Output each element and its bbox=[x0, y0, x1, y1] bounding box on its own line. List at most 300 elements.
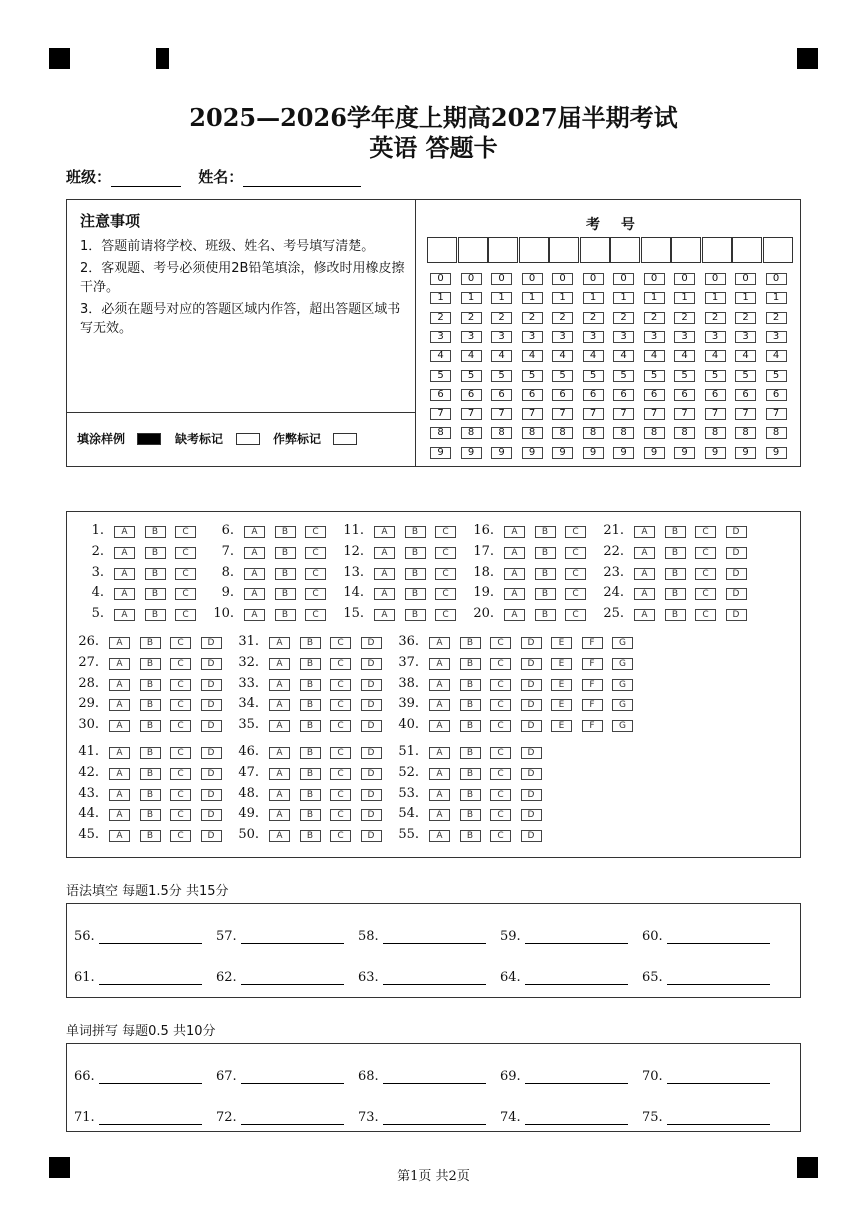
answer-option-bubble[interactable]: B bbox=[460, 768, 481, 780]
answer-option-bubble[interactable]: D bbox=[726, 588, 747, 600]
answer-option-bubble[interactable]: C bbox=[490, 809, 511, 821]
exam-digit-bubble[interactable]: 2 bbox=[522, 312, 543, 324]
answer-option-bubble[interactable]: E bbox=[551, 637, 572, 649]
exam-digit-bubble[interactable]: 2 bbox=[674, 312, 695, 324]
answer-option-bubble[interactable]: A bbox=[634, 547, 655, 559]
exam-digit-bubble[interactable]: 9 bbox=[430, 447, 451, 459]
answer-option-bubble[interactable]: B bbox=[665, 568, 686, 580]
answer-option-bubble[interactable]: A bbox=[429, 679, 450, 691]
exam-digit-bubble[interactable]: 5 bbox=[461, 370, 482, 382]
exam-digit-bubble[interactable]: 6 bbox=[522, 389, 543, 401]
answer-line[interactable] bbox=[383, 1112, 486, 1125]
answer-option-bubble[interactable]: C bbox=[330, 789, 351, 801]
answer-line[interactable] bbox=[667, 1071, 770, 1084]
answer-option-bubble[interactable]: D bbox=[201, 830, 222, 842]
answer-option-bubble[interactable]: A bbox=[429, 768, 450, 780]
answer-option-bubble[interactable]: B bbox=[140, 768, 161, 780]
exam-number-cell[interactable] bbox=[580, 237, 610, 263]
answer-option-bubble[interactable]: D bbox=[521, 699, 542, 711]
exam-digit-bubble[interactable]: 8 bbox=[613, 427, 634, 439]
answer-option-bubble[interactable]: C bbox=[695, 526, 716, 538]
answer-option-bubble[interactable]: A bbox=[429, 720, 450, 732]
blank-answer[interactable] bbox=[216, 929, 344, 944]
answer-option-bubble[interactable]: A bbox=[634, 568, 655, 580]
answer-option-bubble[interactable]: A bbox=[244, 609, 265, 621]
answer-option-bubble[interactable]: C bbox=[330, 679, 351, 691]
answer-option-bubble[interactable]: A bbox=[114, 568, 135, 580]
answer-option-bubble[interactable]: B bbox=[145, 588, 166, 600]
answer-option-bubble[interactable]: D bbox=[201, 768, 222, 780]
exam-digit-bubble[interactable]: 5 bbox=[705, 370, 726, 382]
exam-digit-bubble[interactable]: 5 bbox=[583, 370, 604, 382]
exam-digit-bubble[interactable]: 4 bbox=[430, 350, 451, 362]
exam-digit-bubble[interactable]: 8 bbox=[430, 427, 451, 439]
answer-option-bubble[interactable]: B bbox=[275, 526, 296, 538]
answer-option-bubble[interactable]: B bbox=[405, 609, 426, 621]
exam-digit-bubble[interactable]: 1 bbox=[644, 292, 665, 304]
answer-option-bubble[interactable]: C bbox=[490, 747, 511, 759]
answer-option-bubble[interactable]: A bbox=[504, 526, 525, 538]
answer-option-bubble[interactable]: C bbox=[175, 588, 196, 600]
exam-number-cell[interactable] bbox=[519, 237, 549, 263]
answer-option-bubble[interactable]: A bbox=[269, 747, 290, 759]
answer-option-bubble[interactable]: B bbox=[460, 747, 481, 759]
answer-option-bubble[interactable]: C bbox=[490, 720, 511, 732]
exam-digit-bubble[interactable]: 3 bbox=[766, 331, 787, 343]
exam-digit-bubble[interactable]: 8 bbox=[552, 427, 573, 439]
answer-option-bubble[interactable]: A bbox=[109, 720, 130, 732]
exam-digit-bubble[interactable]: 1 bbox=[461, 292, 482, 304]
answer-option-bubble[interactable]: D bbox=[726, 568, 747, 580]
answer-option-bubble[interactable]: D bbox=[361, 720, 382, 732]
blank-answer[interactable] bbox=[74, 1110, 202, 1125]
exam-digit-bubble[interactable]: 2 bbox=[766, 312, 787, 324]
answer-option-bubble[interactable]: B bbox=[535, 609, 556, 621]
answer-line[interactable] bbox=[525, 1071, 628, 1084]
exam-digit-bubble[interactable]: 4 bbox=[522, 350, 543, 362]
answer-option-bubble[interactable]: D bbox=[361, 699, 382, 711]
answer-option-bubble[interactable]: D bbox=[201, 809, 222, 821]
answer-line[interactable] bbox=[99, 1112, 202, 1125]
answer-option-bubble[interactable]: D bbox=[361, 658, 382, 670]
answer-option-bubble[interactable]: A bbox=[504, 568, 525, 580]
exam-digit-bubble[interactable]: 7 bbox=[766, 408, 787, 420]
exam-number-cell[interactable] bbox=[702, 237, 732, 263]
answer-option-bubble[interactable]: C bbox=[565, 588, 586, 600]
answer-line[interactable] bbox=[667, 931, 770, 944]
exam-digit-bubble[interactable]: 2 bbox=[552, 312, 573, 324]
answer-option-bubble[interactable]: D bbox=[201, 637, 222, 649]
blank-answer[interactable] bbox=[74, 929, 202, 944]
answer-option-bubble[interactable]: B bbox=[460, 658, 481, 670]
exam-digit-bubble[interactable]: 8 bbox=[461, 427, 482, 439]
answer-option-bubble[interactable]: D bbox=[361, 747, 382, 759]
answer-option-bubble[interactable]: B bbox=[275, 609, 296, 621]
exam-digit-bubble[interactable]: 0 bbox=[583, 273, 604, 285]
answer-option-bubble[interactable]: D bbox=[521, 809, 542, 821]
answer-option-bubble[interactable]: C bbox=[305, 588, 326, 600]
answer-option-bubble[interactable]: B bbox=[460, 679, 481, 691]
answer-option-bubble[interactable]: B bbox=[275, 568, 296, 580]
exam-digit-bubble[interactable]: 7 bbox=[613, 408, 634, 420]
answer-option-bubble[interactable]: A bbox=[244, 568, 265, 580]
exam-digit-bubble[interactable]: 3 bbox=[583, 331, 604, 343]
exam-digit-bubble[interactable]: 6 bbox=[461, 389, 482, 401]
exam-digit-bubble[interactable]: 3 bbox=[674, 331, 695, 343]
exam-digit-bubble[interactable]: 8 bbox=[522, 427, 543, 439]
answer-option-bubble[interactable]: B bbox=[300, 720, 321, 732]
exam-digit-bubble[interactable]: 8 bbox=[491, 427, 512, 439]
answer-option-bubble[interactable]: C bbox=[490, 830, 511, 842]
exam-digit-bubble[interactable]: 1 bbox=[491, 292, 512, 304]
answer-option-bubble[interactable]: A bbox=[429, 637, 450, 649]
answer-option-bubble[interactable]: A bbox=[429, 658, 450, 670]
answer-option-bubble[interactable]: B bbox=[300, 768, 321, 780]
answer-option-bubble[interactable]: B bbox=[145, 547, 166, 559]
answer-option-bubble[interactable]: G bbox=[612, 699, 633, 711]
exam-digit-bubble[interactable]: 9 bbox=[766, 447, 787, 459]
exam-digit-bubble[interactable]: 4 bbox=[644, 350, 665, 362]
answer-option-bubble[interactable]: B bbox=[300, 789, 321, 801]
answer-line[interactable] bbox=[241, 1071, 344, 1084]
blank-answer[interactable] bbox=[642, 1110, 770, 1125]
answer-option-bubble[interactable]: C bbox=[330, 699, 351, 711]
exam-number-cell[interactable] bbox=[427, 237, 457, 263]
answer-option-bubble[interactable]: D bbox=[726, 609, 747, 621]
exam-digit-bubble[interactable]: 9 bbox=[674, 447, 695, 459]
exam-digit-bubble[interactable]: 7 bbox=[674, 408, 695, 420]
exam-digit-bubble[interactable]: 6 bbox=[705, 389, 726, 401]
answer-option-bubble[interactable]: C bbox=[170, 679, 191, 691]
absent-mark-box[interactable] bbox=[236, 433, 260, 445]
exam-digit-bubble[interactable]: 9 bbox=[613, 447, 634, 459]
answer-option-bubble[interactable]: F bbox=[582, 658, 603, 670]
answer-option-bubble[interactable]: C bbox=[175, 568, 196, 580]
answer-option-bubble[interactable]: A bbox=[269, 809, 290, 821]
exam-digit-bubble[interactable]: 0 bbox=[613, 273, 634, 285]
answer-option-bubble[interactable]: A bbox=[269, 699, 290, 711]
answer-option-bubble[interactable]: B bbox=[535, 547, 556, 559]
answer-option-bubble[interactable]: B bbox=[145, 526, 166, 538]
answer-option-bubble[interactable]: A bbox=[429, 699, 450, 711]
exam-number-cell[interactable] bbox=[549, 237, 579, 263]
answer-option-bubble[interactable]: C bbox=[490, 679, 511, 691]
answer-option-bubble[interactable]: B bbox=[145, 568, 166, 580]
exam-digit-bubble[interactable]: 0 bbox=[644, 273, 665, 285]
answer-line[interactable] bbox=[667, 1112, 770, 1125]
exam-digit-bubble[interactable]: 5 bbox=[766, 370, 787, 382]
answer-option-bubble[interactable]: F bbox=[582, 679, 603, 691]
answer-option-bubble[interactable]: D bbox=[361, 637, 382, 649]
answer-option-bubble[interactable]: A bbox=[244, 588, 265, 600]
answer-option-bubble[interactable]: G bbox=[612, 679, 633, 691]
blank-answer[interactable] bbox=[358, 970, 486, 985]
exam-digit-bubble[interactable]: 6 bbox=[552, 389, 573, 401]
answer-option-bubble[interactable]: D bbox=[361, 809, 382, 821]
exam-digit-bubble[interactable]: 7 bbox=[552, 408, 573, 420]
answer-option-bubble[interactable]: A bbox=[109, 679, 130, 691]
answer-option-bubble[interactable]: C bbox=[565, 526, 586, 538]
answer-option-bubble[interactable]: A bbox=[634, 526, 655, 538]
answer-option-bubble[interactable]: E bbox=[551, 720, 572, 732]
blank-answer[interactable] bbox=[216, 1110, 344, 1125]
exam-digit-bubble[interactable]: 1 bbox=[552, 292, 573, 304]
answer-option-bubble[interactable]: C bbox=[170, 658, 191, 670]
answer-option-bubble[interactable]: C bbox=[435, 588, 456, 600]
exam-digit-bubble[interactable]: 0 bbox=[705, 273, 726, 285]
exam-digit-bubble[interactable]: 2 bbox=[644, 312, 665, 324]
answer-option-bubble[interactable]: D bbox=[521, 768, 542, 780]
blank-answer[interactable] bbox=[500, 929, 628, 944]
answer-option-bubble[interactable]: C bbox=[490, 789, 511, 801]
answer-option-bubble[interactable]: A bbox=[504, 547, 525, 559]
answer-option-bubble[interactable]: C bbox=[175, 526, 196, 538]
exam-digit-bubble[interactable]: 3 bbox=[613, 331, 634, 343]
answer-option-bubble[interactable]: E bbox=[551, 679, 572, 691]
answer-option-bubble[interactable]: A bbox=[244, 547, 265, 559]
answer-option-bubble[interactable]: B bbox=[300, 747, 321, 759]
answer-option-bubble[interactable]: D bbox=[361, 830, 382, 842]
answer-option-bubble[interactable]: D bbox=[201, 699, 222, 711]
answer-option-bubble[interactable]: A bbox=[374, 588, 395, 600]
exam-digit-bubble[interactable]: 0 bbox=[461, 273, 482, 285]
exam-digit-bubble[interactable]: 6 bbox=[766, 389, 787, 401]
answer-option-bubble[interactable]: A bbox=[374, 526, 395, 538]
answer-option-bubble[interactable]: C bbox=[305, 526, 326, 538]
answer-option-bubble[interactable]: C bbox=[565, 609, 586, 621]
exam-digit-bubble[interactable]: 2 bbox=[461, 312, 482, 324]
answer-option-bubble[interactable]: B bbox=[300, 830, 321, 842]
exam-digit-bubble[interactable]: 4 bbox=[491, 350, 512, 362]
exam-digit-bubble[interactable]: 3 bbox=[735, 331, 756, 343]
answer-option-bubble[interactable]: B bbox=[460, 789, 481, 801]
answer-option-bubble[interactable]: B bbox=[140, 809, 161, 821]
answer-line[interactable] bbox=[241, 972, 344, 985]
answer-option-bubble[interactable]: C bbox=[695, 547, 716, 559]
exam-digit-bubble[interactable]: 7 bbox=[461, 408, 482, 420]
answer-option-bubble[interactable]: A bbox=[374, 547, 395, 559]
answer-option-bubble[interactable]: A bbox=[109, 830, 130, 842]
exam-digit-bubble[interactable]: 8 bbox=[735, 427, 756, 439]
answer-option-bubble[interactable]: C bbox=[435, 568, 456, 580]
exam-digit-bubble[interactable]: 1 bbox=[613, 292, 634, 304]
exam-digit-bubble[interactable]: 0 bbox=[430, 273, 451, 285]
answer-option-bubble[interactable]: A bbox=[114, 609, 135, 621]
exam-digit-bubble[interactable]: 3 bbox=[522, 331, 543, 343]
answer-option-bubble[interactable]: A bbox=[109, 699, 130, 711]
answer-option-bubble[interactable]: B bbox=[460, 720, 481, 732]
exam-digit-bubble[interactable]: 1 bbox=[583, 292, 604, 304]
answer-line[interactable] bbox=[383, 972, 486, 985]
answer-option-bubble[interactable]: D bbox=[521, 658, 542, 670]
answer-option-bubble[interactable]: B bbox=[405, 547, 426, 559]
answer-option-bubble[interactable]: C bbox=[330, 830, 351, 842]
answer-option-bubble[interactable]: A bbox=[634, 588, 655, 600]
answer-option-bubble[interactable]: B bbox=[665, 588, 686, 600]
answer-option-bubble[interactable]: A bbox=[429, 789, 450, 801]
answer-option-bubble[interactable]: B bbox=[140, 747, 161, 759]
answer-option-bubble[interactable]: C bbox=[330, 720, 351, 732]
answer-option-bubble[interactable]: B bbox=[275, 588, 296, 600]
exam-digit-bubble[interactable]: 6 bbox=[613, 389, 634, 401]
exam-digit-bubble[interactable]: 6 bbox=[583, 389, 604, 401]
exam-digit-bubble[interactable]: 9 bbox=[461, 447, 482, 459]
answer-option-bubble[interactable]: B bbox=[275, 547, 296, 559]
answer-option-bubble[interactable]: B bbox=[300, 658, 321, 670]
answer-option-bubble[interactable]: A bbox=[374, 568, 395, 580]
answer-option-bubble[interactable]: B bbox=[460, 699, 481, 711]
exam-digit-bubble[interactable]: 0 bbox=[674, 273, 695, 285]
exam-number-cell[interactable] bbox=[488, 237, 518, 263]
name-field[interactable] bbox=[243, 172, 361, 187]
exam-digit-bubble[interactable]: 0 bbox=[766, 273, 787, 285]
exam-digit-bubble[interactable]: 0 bbox=[735, 273, 756, 285]
answer-option-bubble[interactable]: C bbox=[695, 568, 716, 580]
blank-answer[interactable] bbox=[500, 1110, 628, 1125]
exam-digit-bubble[interactable]: 4 bbox=[705, 350, 726, 362]
exam-digit-bubble[interactable]: 0 bbox=[552, 273, 573, 285]
exam-digit-bubble[interactable]: 3 bbox=[430, 331, 451, 343]
answer-option-bubble[interactable]: A bbox=[109, 789, 130, 801]
exam-digit-bubble[interactable]: 4 bbox=[552, 350, 573, 362]
answer-option-bubble[interactable]: C bbox=[435, 526, 456, 538]
answer-option-bubble[interactable]: B bbox=[145, 609, 166, 621]
exam-digit-bubble[interactable]: 8 bbox=[705, 427, 726, 439]
exam-digit-bubble[interactable]: 7 bbox=[522, 408, 543, 420]
exam-digit-bubble[interactable]: 6 bbox=[430, 389, 451, 401]
answer-option-bubble[interactable]: C bbox=[305, 547, 326, 559]
answer-option-bubble[interactable]: C bbox=[435, 547, 456, 559]
exam-digit-bubble[interactable]: 6 bbox=[644, 389, 665, 401]
exam-digit-bubble[interactable]: 9 bbox=[583, 447, 604, 459]
blank-answer[interactable] bbox=[642, 929, 770, 944]
exam-digit-bubble[interactable]: 8 bbox=[644, 427, 665, 439]
exam-digit-bubble[interactable]: 3 bbox=[644, 331, 665, 343]
answer-option-bubble[interactable]: C bbox=[170, 699, 191, 711]
exam-digit-bubble[interactable]: 2 bbox=[430, 312, 451, 324]
answer-option-bubble[interactable]: A bbox=[109, 658, 130, 670]
answer-line[interactable] bbox=[99, 1071, 202, 1084]
answer-option-bubble[interactable]: B bbox=[665, 609, 686, 621]
answer-line[interactable] bbox=[383, 931, 486, 944]
answer-option-bubble[interactable]: C bbox=[695, 588, 716, 600]
answer-option-bubble[interactable]: D bbox=[521, 830, 542, 842]
answer-option-bubble[interactable]: C bbox=[330, 637, 351, 649]
answer-option-bubble[interactable]: F bbox=[582, 637, 603, 649]
exam-digit-bubble[interactable]: 2 bbox=[491, 312, 512, 324]
answer-option-bubble[interactable]: B bbox=[535, 526, 556, 538]
answer-option-bubble[interactable]: A bbox=[114, 588, 135, 600]
answer-option-bubble[interactable]: A bbox=[109, 809, 130, 821]
answer-line[interactable] bbox=[241, 931, 344, 944]
answer-option-bubble[interactable]: D bbox=[521, 679, 542, 691]
answer-line[interactable] bbox=[525, 972, 628, 985]
answer-option-bubble[interactable]: C bbox=[170, 637, 191, 649]
exam-number-cell[interactable] bbox=[458, 237, 488, 263]
exam-digit-bubble[interactable]: 1 bbox=[522, 292, 543, 304]
answer-option-bubble[interactable]: B bbox=[535, 588, 556, 600]
exam-digit-bubble[interactable]: 9 bbox=[705, 447, 726, 459]
answer-option-bubble[interactable]: C bbox=[170, 809, 191, 821]
answer-line[interactable] bbox=[525, 931, 628, 944]
class-field[interactable] bbox=[111, 172, 181, 187]
blank-answer[interactable] bbox=[642, 970, 770, 985]
exam-digit-bubble[interactable]: 1 bbox=[766, 292, 787, 304]
exam-number-cell[interactable] bbox=[671, 237, 701, 263]
answer-option-bubble[interactable]: C bbox=[170, 720, 191, 732]
answer-line[interactable] bbox=[99, 931, 202, 944]
answer-option-bubble[interactable]: A bbox=[269, 720, 290, 732]
answer-option-bubble[interactable]: A bbox=[114, 547, 135, 559]
blank-answer[interactable] bbox=[216, 970, 344, 985]
answer-option-bubble[interactable]: B bbox=[140, 789, 161, 801]
answer-option-bubble[interactable]: C bbox=[695, 609, 716, 621]
exam-digit-bubble[interactable]: 8 bbox=[766, 427, 787, 439]
answer-option-bubble[interactable]: A bbox=[269, 830, 290, 842]
answer-option-bubble[interactable]: A bbox=[269, 637, 290, 649]
answer-option-bubble[interactable]: A bbox=[429, 830, 450, 842]
answer-option-bubble[interactable]: D bbox=[521, 637, 542, 649]
answer-option-bubble[interactable]: A bbox=[374, 609, 395, 621]
cheat-mark-box[interactable] bbox=[333, 433, 357, 445]
answer-option-bubble[interactable]: F bbox=[582, 699, 603, 711]
answer-option-bubble[interactable]: C bbox=[175, 609, 196, 621]
answer-option-bubble[interactable]: C bbox=[170, 768, 191, 780]
answer-option-bubble[interactable]: B bbox=[140, 637, 161, 649]
answer-option-bubble[interactable]: D bbox=[726, 526, 747, 538]
answer-option-bubble[interactable]: B bbox=[405, 568, 426, 580]
exam-digit-bubble[interactable]: 1 bbox=[705, 292, 726, 304]
exam-digit-bubble[interactable]: 5 bbox=[735, 370, 756, 382]
answer-option-bubble[interactable]: D bbox=[201, 789, 222, 801]
exam-digit-bubble[interactable]: 1 bbox=[430, 292, 451, 304]
exam-digit-bubble[interactable]: 5 bbox=[644, 370, 665, 382]
exam-digit-bubble[interactable]: 4 bbox=[735, 350, 756, 362]
answer-option-bubble[interactable]: D bbox=[361, 789, 382, 801]
answer-option-bubble[interactable]: B bbox=[300, 637, 321, 649]
exam-digit-bubble[interactable]: 7 bbox=[705, 408, 726, 420]
exam-digit-bubble[interactable]: 4 bbox=[674, 350, 695, 362]
answer-option-bubble[interactable]: B bbox=[405, 588, 426, 600]
answer-option-bubble[interactable]: C bbox=[170, 747, 191, 759]
exam-digit-bubble[interactable]: 2 bbox=[735, 312, 756, 324]
answer-option-bubble[interactable]: C bbox=[330, 809, 351, 821]
answer-option-bubble[interactable]: C bbox=[170, 830, 191, 842]
exam-digit-bubble[interactable]: 3 bbox=[491, 331, 512, 343]
exam-digit-bubble[interactable]: 7 bbox=[735, 408, 756, 420]
answer-line[interactable] bbox=[241, 1112, 344, 1125]
answer-option-bubble[interactable]: D bbox=[201, 720, 222, 732]
exam-digit-bubble[interactable]: 9 bbox=[522, 447, 543, 459]
exam-number-cell[interactable] bbox=[610, 237, 640, 263]
answer-option-bubble[interactable]: C bbox=[330, 747, 351, 759]
exam-digit-bubble[interactable]: 9 bbox=[552, 447, 573, 459]
exam-digit-bubble[interactable]: 5 bbox=[613, 370, 634, 382]
answer-option-bubble[interactable]: C bbox=[435, 609, 456, 621]
exam-digit-bubble[interactable]: 9 bbox=[644, 447, 665, 459]
answer-option-bubble[interactable]: B bbox=[140, 830, 161, 842]
exam-digit-bubble[interactable]: 9 bbox=[735, 447, 756, 459]
blank-answer[interactable] bbox=[358, 929, 486, 944]
blank-answer[interactable] bbox=[74, 1069, 202, 1084]
exam-digit-bubble[interactable]: 8 bbox=[583, 427, 604, 439]
answer-option-bubble[interactable]: A bbox=[634, 609, 655, 621]
exam-number-cell[interactable] bbox=[763, 237, 793, 263]
answer-option-bubble[interactable]: A bbox=[269, 679, 290, 691]
answer-option-bubble[interactable]: A bbox=[109, 747, 130, 759]
answer-option-bubble[interactable]: A bbox=[244, 526, 265, 538]
exam-digit-bubble[interactable]: 4 bbox=[613, 350, 634, 362]
